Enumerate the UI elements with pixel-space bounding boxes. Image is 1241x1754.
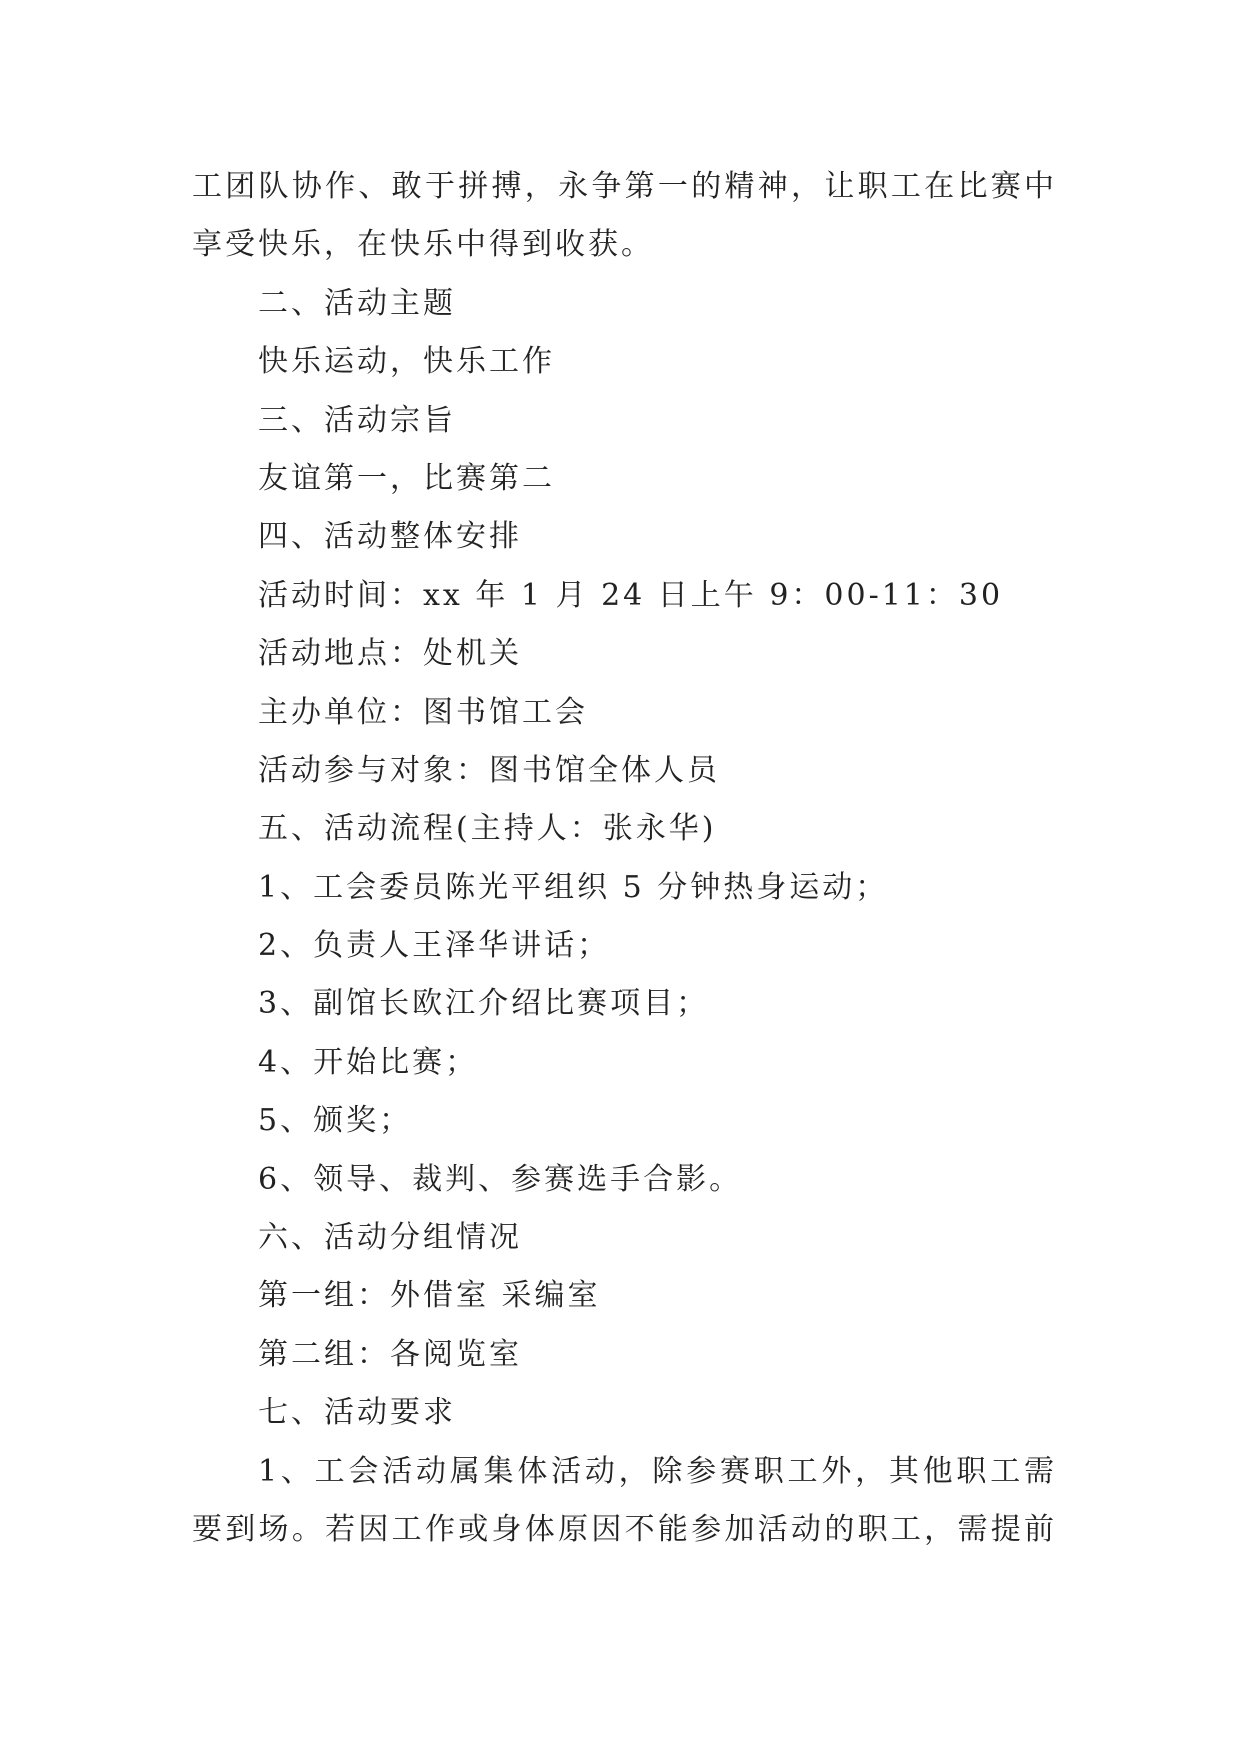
paragraph-line: 享受快乐，在快乐中得到收获。: [192, 227, 654, 263]
section-heading: 二、活动主题: [258, 285, 456, 321]
section-heading: 七、活动要求: [258, 1395, 456, 1431]
section-heading: 三、活动宗旨: [258, 402, 456, 438]
paragraph-line: 快乐运动，快乐工作: [258, 344, 555, 380]
paragraph-line: 活动参与对象：图书馆全体人员: [258, 752, 720, 788]
section-heading: 四、活动整体安排: [258, 519, 522, 555]
paragraph-line: 要到场。若因工作或身体原因不能参加活动的职工，需提前: [192, 1511, 1054, 1547]
list-item: 1、工会委员陈光平组织 5 分钟热身运动；: [258, 869, 889, 905]
paragraph-line: 第二组：各阅览室: [258, 1336, 522, 1372]
list-item: 3、副馆长欧江介绍比赛项目；: [258, 986, 710, 1022]
list-item: 2、负责人王泽华讲话；: [258, 928, 611, 964]
paragraph-line: 活动时间：xx 年 1 月 24 日上午 9：00-11：30: [258, 577, 1004, 613]
paragraph-line: 主办单位：图书馆工会: [258, 694, 588, 730]
list-item: 5、颁奖；: [258, 1103, 413, 1139]
paragraph-line: 第一组：外借室 采编室: [258, 1278, 601, 1314]
paragraph-line: 工团队协作、敢于拼搏，永争第一的精神，让职工在比赛中: [192, 169, 1054, 204]
section-heading: 五、活动流程(主持人：张永华): [258, 811, 717, 847]
paragraph-line: 友谊第一，比赛第二: [258, 460, 555, 496]
paragraph-line: 1、工会活动属集体活动，除参赛职工外，其他职工需: [258, 1453, 1054, 1489]
list-item: 4、开始比赛；: [258, 1044, 479, 1080]
list-item: 6、领导、裁判、参赛选手合影。: [258, 1161, 743, 1197]
section-heading: 六、活动分组情况: [258, 1220, 522, 1256]
paragraph-line: 活动地点：处机关: [258, 636, 522, 672]
document-body: [192, 158, 1054, 1559]
